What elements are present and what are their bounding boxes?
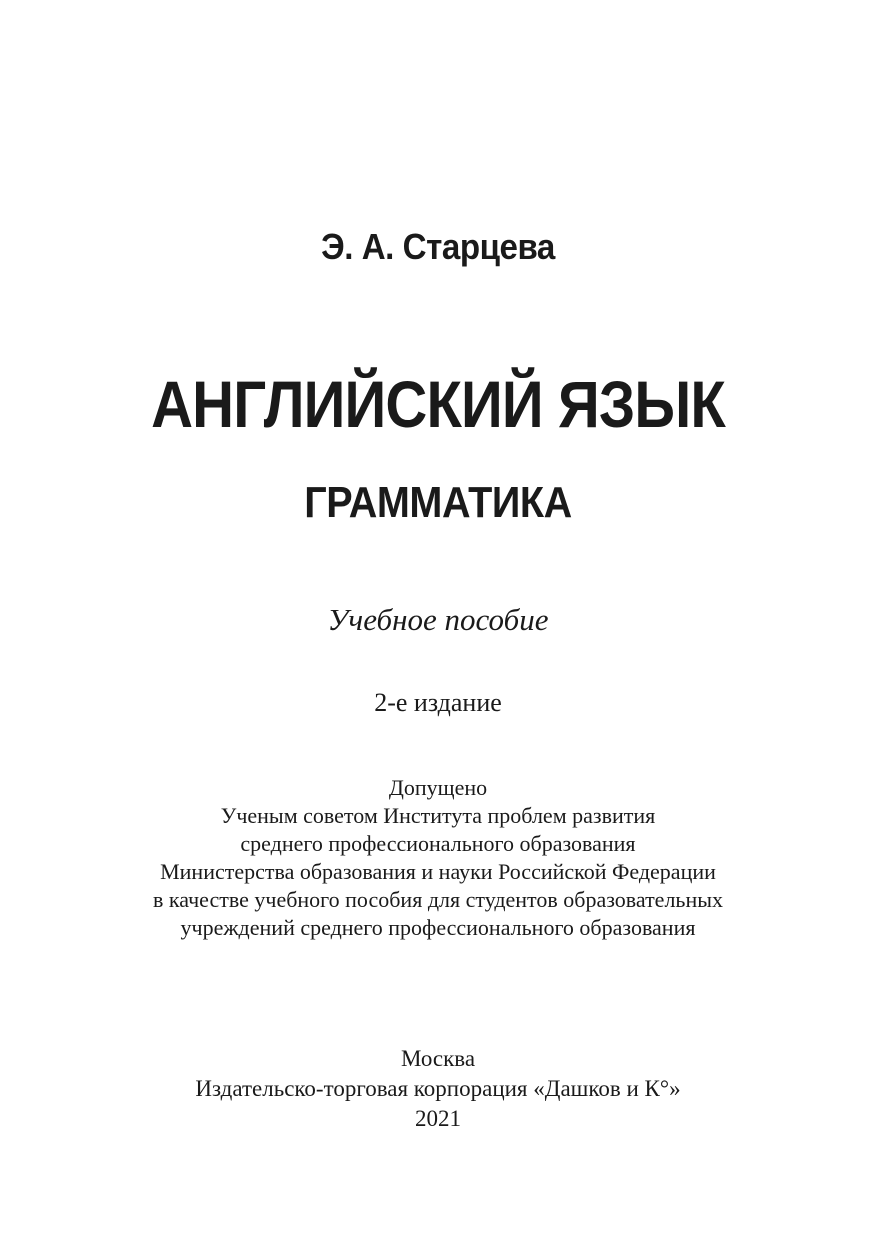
imprint-city: Москва bbox=[400, 1046, 476, 1071]
approval-line: в качестве учебного пособия для студентов образовательных bbox=[152, 887, 724, 912]
approval-line: среднего профессионального образования bbox=[240, 831, 636, 856]
approval-line: Министерства образования и науки Российской Федерации bbox=[160, 859, 716, 884]
author-name: Э. А. Старцева bbox=[321, 226, 555, 267]
edition: 2-е издание bbox=[374, 688, 502, 717]
approval-line: Ученым советом Института проблем развития bbox=[220, 803, 656, 828]
imprint-year: 2021 bbox=[415, 1106, 461, 1131]
imprint-publisher: Издательско-торговая корпорация «Дашков и К°» bbox=[195, 1076, 681, 1101]
book-title: АНГЛИЙСКИЙ ЯЗЫК bbox=[151, 367, 725, 441]
document-type: Учебное пособие bbox=[327, 602, 549, 637]
book-subtitle: ГРАММАТИКА bbox=[304, 478, 572, 527]
imprint bbox=[0, 1044, 876, 1134]
approval-line: Допущено bbox=[388, 775, 488, 800]
approval-notice bbox=[0, 774, 876, 942]
approval-line: учреждений среднего профессионального образования bbox=[180, 915, 696, 940]
